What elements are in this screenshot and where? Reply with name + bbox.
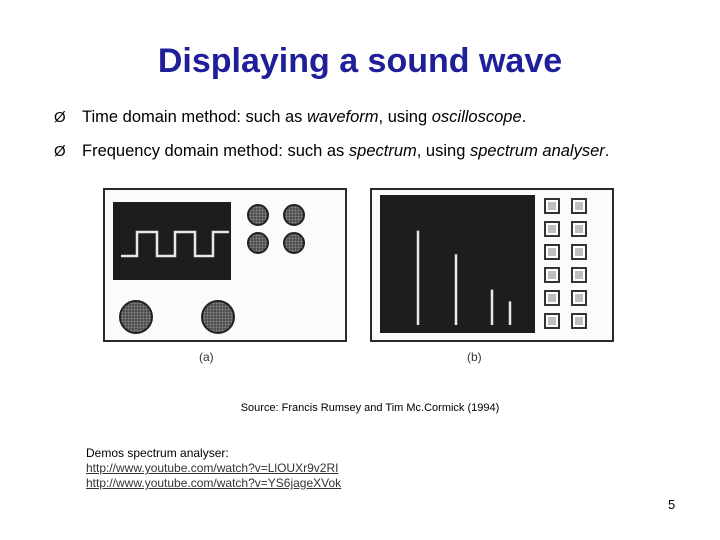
bullet-text: , using bbox=[416, 142, 470, 160]
caption-b: (b) bbox=[467, 350, 482, 364]
square-button-icon bbox=[544, 290, 560, 306]
bullet-emphasis: oscilloscope bbox=[431, 108, 522, 126]
page-number: 5 bbox=[668, 497, 676, 512]
analyser-button-grid bbox=[544, 198, 589, 329]
bullet-text: . bbox=[604, 142, 610, 160]
control-knob-icon bbox=[247, 204, 269, 226]
caption-a: (a) bbox=[199, 350, 214, 364]
spectrum-lines bbox=[380, 195, 535, 333]
arrow-bullet-icon: Ø bbox=[54, 143, 66, 160]
oscilloscope-screen bbox=[113, 202, 231, 280]
square-button-icon bbox=[571, 221, 587, 237]
control-knob-icon bbox=[247, 232, 269, 254]
square-button-icon bbox=[571, 244, 587, 260]
demo-link-1[interactable]: http://www.youtube.com/watch?v=LlOUXr9v2RI bbox=[86, 461, 339, 475]
demos-block bbox=[86, 446, 341, 490]
square-button-icon bbox=[571, 313, 587, 329]
spectrum-screen bbox=[380, 195, 535, 333]
bullet-text: , using bbox=[378, 108, 432, 126]
demo-link-2[interactable]: http://www.youtube.com/watch?v=YS6jageXVok bbox=[86, 476, 342, 490]
bullet-time-domain bbox=[54, 108, 526, 127]
bullet-text: . bbox=[521, 108, 527, 126]
bullet-text: Time domain method: such as bbox=[82, 108, 307, 126]
bullet-emphasis: spectrum analyser bbox=[469, 142, 605, 160]
oscilloscope-illustration bbox=[103, 188, 347, 342]
bullet-text: Frequency domain method: such as bbox=[82, 142, 349, 160]
square-wave-trace bbox=[113, 202, 231, 280]
bullet-frequency-domain bbox=[54, 142, 609, 161]
square-button-icon bbox=[571, 267, 587, 283]
square-button-icon bbox=[544, 244, 560, 260]
control-knob-icon bbox=[283, 232, 305, 254]
spectrum-analyser-illustration bbox=[370, 188, 614, 342]
square-button-icon bbox=[544, 313, 560, 329]
slide-title: Displaying a sound wave bbox=[157, 42, 563, 80]
large-knob-icon bbox=[201, 300, 235, 334]
square-button-icon bbox=[544, 221, 560, 237]
large-knob-icon bbox=[119, 300, 153, 334]
square-button-icon bbox=[544, 267, 560, 283]
arrow-bullet-icon: Ø bbox=[54, 109, 66, 126]
square-button-icon bbox=[544, 198, 560, 214]
bullet-emphasis: waveform bbox=[307, 108, 379, 126]
demos-label: Demos spectrum analyser: bbox=[86, 446, 229, 460]
source-citation: Source: Francis Rumsey and Tim Mc.Cormick (1994) bbox=[240, 402, 500, 414]
square-button-icon bbox=[571, 290, 587, 306]
control-knob-icon bbox=[283, 204, 305, 226]
bullet-emphasis: spectrum bbox=[348, 142, 417, 160]
square-button-icon bbox=[571, 198, 587, 214]
instrument-figure bbox=[95, 182, 625, 372]
